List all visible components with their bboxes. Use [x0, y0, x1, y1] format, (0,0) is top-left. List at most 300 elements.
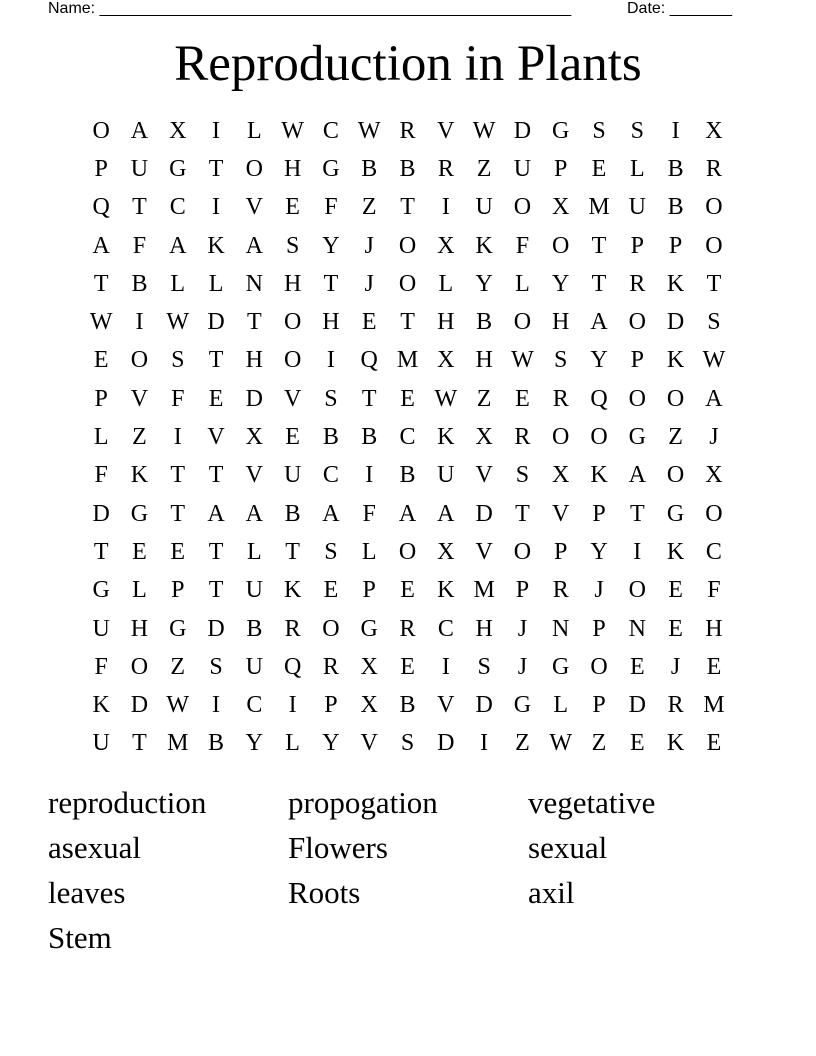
grid-letter[interactable]: C — [322, 117, 339, 144]
grid-letter[interactable]: E — [400, 385, 415, 412]
grid-letter[interactable]: X — [169, 117, 187, 144]
grid-letter[interactable]: X — [705, 462, 723, 489]
grid-letter[interactable]: O — [245, 155, 263, 182]
grid-letter[interactable]: U — [92, 730, 110, 757]
grid-letter[interactable]: M — [703, 692, 725, 719]
grid-letter[interactable]: K — [666, 270, 685, 297]
grid-letter[interactable]: I — [326, 347, 335, 374]
grid-letter[interactable]: D — [207, 615, 225, 642]
grid-letter[interactable]: V — [475, 462, 493, 489]
header-line — [48, 0, 740, 20]
grid-letter[interactable]: T — [208, 155, 224, 182]
grid-letter[interactable]: I — [441, 653, 450, 680]
name-field[interactable]: Name: _____________________________________________________ — [48, 0, 572, 17]
grid-letter[interactable]: B — [399, 692, 416, 719]
grid-letter[interactable]: D — [475, 692, 493, 719]
grid-letter[interactable]: B — [667, 155, 684, 182]
grid-letter[interactable]: Q — [590, 385, 608, 412]
grid-letter[interactable]: K — [207, 232, 225, 259]
grid-letter[interactable]: G — [169, 155, 187, 182]
grid-letter[interactable]: L — [132, 577, 147, 604]
grid-letter[interactable]: S — [171, 347, 185, 374]
grid-letter[interactable]: R — [437, 155, 454, 182]
grid-letter[interactable]: X — [475, 424, 493, 451]
grid-letter[interactable]: Y — [590, 347, 608, 374]
grid-letter[interactable]: L — [438, 270, 454, 297]
grid-letter[interactable]: T — [400, 194, 415, 221]
grid-letter[interactable]: B — [399, 462, 416, 489]
grid-letter[interactable]: Z — [476, 385, 492, 412]
grid-letter[interactable]: W — [89, 309, 113, 336]
grid-letter[interactable]: H — [283, 270, 302, 297]
grid-letter[interactable]: A — [92, 232, 110, 259]
word-bank-item: axil — [528, 875, 575, 910]
grid-letter[interactable]: T — [361, 385, 377, 412]
grid-letter[interactable]: K — [437, 577, 455, 604]
grid-letter[interactable]: L — [247, 117, 262, 144]
grid-letter[interactable]: A — [207, 500, 225, 527]
grid-letter[interactable]: T — [515, 500, 530, 527]
grid-letter[interactable]: R — [399, 615, 416, 642]
grid-letter[interactable]: O — [513, 194, 532, 221]
grid-letter[interactable]: E — [400, 653, 415, 680]
grid-letter[interactable]: D — [207, 309, 225, 336]
grid-letter[interactable]: F — [171, 385, 185, 412]
grid-letter[interactable]: D — [245, 385, 263, 412]
grid-letter[interactable]: E — [706, 730, 722, 757]
grid-letter[interactable]: T — [170, 500, 186, 527]
grid-letter[interactable]: I — [480, 730, 489, 757]
grid-letter[interactable]: C — [169, 194, 186, 221]
grid-letter[interactable]: H — [283, 155, 302, 182]
grid-letter[interactable]: T — [132, 194, 147, 221]
grid-letter[interactable]: B — [361, 424, 378, 451]
grid-letter[interactable]: A — [169, 232, 187, 259]
grid-letter[interactable]: X — [437, 232, 455, 259]
grid-letter[interactable]: P — [630, 347, 644, 374]
grid-letter[interactable]: I — [173, 424, 182, 451]
grid-letter[interactable]: O — [666, 385, 685, 412]
grid-letter[interactable]: O — [590, 653, 608, 680]
grid-letter[interactable]: E — [285, 424, 300, 451]
grid-letter[interactable]: T — [706, 270, 722, 297]
grid-letter[interactable]: B — [476, 309, 493, 336]
grid-letter[interactable]: V — [437, 117, 455, 144]
word-bank-item: leaves — [48, 875, 126, 910]
grid-letter[interactable]: A — [245, 500, 263, 527]
grid-letter[interactable]: P — [668, 232, 683, 259]
grid-letter[interactable]: Y — [245, 730, 263, 757]
grid-letter[interactable]: E — [706, 653, 722, 680]
grid-letter[interactable]: S — [515, 462, 530, 489]
grid-letter[interactable]: W — [166, 692, 190, 719]
word-bank-item: sexual — [528, 830, 608, 865]
grid-letter[interactable]: Z — [132, 424, 147, 451]
grid-letter[interactable]: V — [245, 194, 263, 221]
grid-letter[interactable]: A — [628, 462, 646, 489]
grid-letter[interactable]: P — [515, 577, 530, 604]
grid-letter[interactable]: T — [170, 462, 186, 489]
grid-letter[interactable]: T — [93, 270, 109, 297]
grid-letter[interactable]: O — [283, 309, 302, 336]
grid-letter[interactable]: B — [246, 615, 263, 642]
grid-letter[interactable]: J — [517, 615, 528, 642]
grid-letter[interactable]: F — [94, 462, 108, 489]
grid-letter[interactable]: W — [434, 385, 458, 412]
grid-letter[interactable]: E — [629, 730, 645, 757]
grid-letter[interactable]: Y — [322, 232, 340, 259]
grid-letter[interactable]: G — [322, 155, 340, 182]
grid-letter[interactable]: O — [130, 653, 149, 680]
grid-letter[interactable]: S — [324, 385, 338, 412]
grid-letter[interactable]: F — [515, 232, 530, 259]
grid-letter[interactable]: B — [361, 155, 378, 182]
grid-letter[interactable]: E — [170, 538, 186, 565]
grid-letter[interactable]: N — [552, 615, 570, 642]
grid-letter[interactable]: O — [628, 309, 646, 336]
grid-letter[interactable]: F — [94, 653, 108, 680]
grid-letter[interactable]: G — [552, 653, 570, 680]
grid-letter[interactable]: L — [629, 155, 645, 182]
grid-letter[interactable]: V — [360, 730, 378, 757]
grid-letter[interactable]: O — [705, 194, 723, 221]
grid-letter[interactable]: O — [552, 424, 570, 451]
grid-letter[interactable]: U — [92, 615, 110, 642]
grid-letter[interactable]: F — [707, 577, 721, 604]
grid-letter[interactable]: O — [552, 232, 570, 259]
grid-letter[interactable]: Q — [360, 347, 378, 374]
grid-letter[interactable]: E — [285, 194, 300, 221]
grid-letter[interactable]: F — [132, 232, 147, 259]
word-bank-item: Stem — [48, 920, 112, 955]
grid-letter[interactable]: T — [285, 538, 300, 565]
grid-letter[interactable]: I — [441, 194, 450, 221]
grid-letter[interactable]: S — [707, 309, 721, 336]
grid-letter[interactable]: X — [437, 538, 455, 565]
grid-letter[interactable]: O — [590, 424, 608, 451]
grid-letter[interactable]: A — [398, 500, 417, 527]
grid-letter[interactable]: T — [132, 730, 147, 757]
grid-letter[interactable]: U — [475, 194, 493, 221]
grid-letter[interactable]: W — [472, 117, 496, 144]
grid-letter[interactable]: H — [245, 347, 263, 374]
grid-letter[interactable]: P — [171, 577, 185, 604]
grid-letter[interactable]: J — [670, 653, 681, 680]
grid-letter[interactable]: E — [208, 385, 224, 412]
grid-letter[interactable]: C — [246, 692, 263, 719]
grid-letter[interactable]: H — [475, 347, 493, 374]
grid-letter[interactable]: U — [628, 194, 646, 221]
grid-letter[interactable]: S — [400, 730, 415, 757]
grid-letter[interactable]: T — [591, 270, 607, 297]
grid-letter[interactable]: U — [130, 155, 149, 182]
grid-letter[interactable]: X — [437, 347, 455, 374]
grid-letter[interactable]: B — [284, 500, 301, 527]
grid-letter[interactable]: X — [245, 424, 263, 451]
grid-letter[interactable]: O — [398, 270, 417, 297]
grid-letter[interactable]: I — [288, 692, 297, 719]
grid-letter[interactable]: X — [552, 462, 570, 489]
grid-letter[interactable]: O — [92, 117, 110, 144]
grid-letter[interactable]: E — [668, 577, 683, 604]
grid-letter[interactable]: A — [705, 385, 723, 412]
grid-letter[interactable]: W — [357, 117, 381, 144]
grid-letter[interactable]: U — [283, 462, 302, 489]
grid-letter[interactable]: V — [552, 500, 570, 527]
grid-letter[interactable]: E — [515, 385, 530, 412]
grid-letter[interactable]: Z — [170, 653, 186, 680]
grid-letter[interactable]: V — [283, 385, 302, 412]
grid-letter[interactable]: T — [208, 577, 224, 604]
grid-letter[interactable]: Y — [590, 538, 608, 565]
grid-letter[interactable]: R — [629, 270, 646, 297]
grid-letter[interactable]: K — [666, 347, 685, 374]
grid-letter[interactable]: T — [323, 270, 339, 297]
grid-letter[interactable]: T — [247, 309, 262, 336]
grid-letter[interactable]: G — [360, 615, 378, 642]
grid-letter[interactable]: O — [398, 538, 417, 565]
grid-letter[interactable]: H — [322, 309, 340, 336]
grid-letter[interactable]: V — [475, 538, 493, 565]
grid-letter[interactable]: X — [552, 194, 570, 221]
grid-letter[interactable]: O — [322, 615, 340, 642]
grid-letter[interactable]: R — [322, 653, 339, 680]
grid-letter[interactable]: M — [588, 194, 610, 221]
grid-letter[interactable]: T — [93, 538, 109, 565]
grid-letter[interactable]: W — [166, 309, 190, 336]
grid-letter[interactable]: Z — [361, 194, 377, 221]
grid-letter[interactable]: Z — [668, 424, 683, 451]
grid-letter[interactable]: S — [592, 117, 606, 144]
grid-letter[interactable]: K — [92, 692, 110, 719]
word-bank-item: propogation — [288, 785, 438, 820]
grid-letter[interactable]: R — [514, 424, 531, 451]
grid-letter[interactable]: I — [212, 117, 221, 144]
grid-letter[interactable]: S — [285, 232, 300, 259]
grid-letter[interactable]: L — [361, 538, 377, 565]
grid-letter[interactable]: K — [666, 730, 685, 757]
grid-letter[interactable]: P — [554, 155, 568, 182]
grid-letter[interactable]: U — [437, 462, 455, 489]
grid-letter[interactable]: S — [477, 653, 491, 680]
grid-letter[interactable]: C — [322, 462, 339, 489]
grid-letter[interactable]: X — [705, 117, 723, 144]
grid-letter[interactable]: B — [667, 194, 684, 221]
grid-letter[interactable]: E — [629, 653, 645, 680]
grid-letter[interactable]: P — [554, 538, 568, 565]
grid-letter[interactable]: I — [212, 692, 221, 719]
grid-letter[interactable]: Z — [476, 155, 492, 182]
grid-letter[interactable]: E — [361, 309, 377, 336]
grid-letter[interactable]: P — [592, 500, 606, 527]
grid-letter[interactable]: S — [554, 347, 568, 374]
grid-letter[interactable]: G — [552, 117, 570, 144]
grid-letter[interactable]: J — [594, 577, 604, 604]
grid-letter[interactable]: D — [666, 309, 685, 336]
grid-letter[interactable]: P — [592, 692, 606, 719]
grid-letter[interactable]: O — [398, 232, 417, 259]
grid-letter[interactable]: L — [553, 692, 569, 719]
grid-letter[interactable]: G — [666, 500, 685, 527]
grid-letter[interactable]: M — [396, 347, 419, 374]
word-bank-item: reproduction — [48, 785, 207, 820]
grid-letter[interactable]: S — [630, 117, 644, 144]
grid-letter[interactable]: L — [515, 270, 530, 297]
grid-letter[interactable]: O — [628, 577, 646, 604]
grid-letter[interactable]: P — [94, 155, 108, 182]
grid-letter[interactable]: L — [285, 730, 300, 757]
grid-letter[interactable]: A — [590, 309, 608, 336]
grid-letter[interactable]: C — [705, 538, 722, 565]
grid-letter[interactable]: B — [131, 270, 148, 297]
grid-letter[interactable]: V — [437, 692, 455, 719]
grid-letter[interactable]: H — [552, 309, 570, 336]
grid-letter[interactable]: U — [245, 653, 263, 680]
grid-letter[interactable]: A — [130, 117, 149, 144]
grid-letter[interactable]: O — [666, 462, 685, 489]
grid-letter[interactable]: O — [513, 309, 532, 336]
grid-letter[interactable]: O — [513, 538, 532, 565]
grid-letter[interactable]: A — [322, 500, 340, 527]
grid-letter[interactable]: K — [475, 232, 493, 259]
grid-letter[interactable]: X — [360, 692, 378, 719]
grid-letter[interactable]: G — [628, 424, 646, 451]
grid-letter[interactable]: R — [399, 117, 416, 144]
grid-letter[interactable]: I — [212, 194, 221, 221]
grid-letter[interactable]: Q — [283, 653, 302, 680]
date-field[interactable]: Date: _______ — [627, 0, 732, 17]
grid-letter[interactable]: D — [130, 692, 149, 719]
grid-letter[interactable]: T — [208, 347, 224, 374]
grid-letter[interactable]: R — [552, 385, 569, 412]
grid-letter[interactable]: L — [247, 538, 262, 565]
grid-letter[interactable]: L — [170, 270, 186, 297]
grid-letter[interactable]: T — [208, 462, 224, 489]
grid-letter[interactable]: E — [323, 577, 339, 604]
grid-letter[interactable]: F — [362, 500, 376, 527]
grid-letter[interactable]: R — [284, 615, 301, 642]
grid-letter[interactable]: D — [628, 692, 646, 719]
grid-letter[interactable]: X — [360, 653, 378, 680]
grid-letter[interactable]: E — [132, 538, 147, 565]
grid-letter[interactable]: D — [513, 117, 532, 144]
grid-letter[interactable]: Y — [552, 270, 570, 297]
grid-letter[interactable]: A — [437, 500, 455, 527]
grid-letter[interactable]: B — [208, 730, 225, 757]
grid-letter[interactable]: C — [437, 615, 454, 642]
grid-letter[interactable]: V — [245, 462, 263, 489]
grid-letter[interactable]: T — [400, 309, 415, 336]
grid-letter[interactable]: C — [399, 424, 416, 451]
grid-letter[interactable]: P — [324, 692, 338, 719]
grid-letter[interactable]: P — [630, 232, 644, 259]
grid-letter[interactable]: O — [705, 500, 723, 527]
grid-letter[interactable]: E — [400, 577, 415, 604]
grid-letter[interactable]: S — [324, 538, 338, 565]
grid-letter[interactable]: W — [702, 347, 726, 374]
grid-letter[interactable]: R — [705, 155, 722, 182]
grid-letter[interactable]: M — [473, 577, 495, 604]
grid-letter[interactable]: W — [281, 117, 304, 144]
grid-letter[interactable]: G — [130, 500, 149, 527]
letter-grid — [82, 112, 733, 763]
grid-letter[interactable]: Y — [322, 730, 340, 757]
grid-letter[interactable]: N — [628, 615, 646, 642]
grid-letter[interactable]: T — [208, 538, 224, 565]
grid-letter[interactable]: I — [633, 538, 642, 565]
grid-letter[interactable]: K — [437, 424, 455, 451]
grid-letter[interactable]: B — [322, 424, 339, 451]
grid-letter[interactable]: K — [130, 462, 149, 489]
grid-letter[interactable]: W — [511, 347, 534, 374]
grid-letter[interactable]: D — [92, 500, 110, 527]
grid-letter[interactable]: D — [475, 500, 493, 527]
grid-letter[interactable]: P — [362, 577, 376, 604]
grid-letter[interactable]: E — [668, 615, 683, 642]
grid-letter[interactable]: K — [283, 577, 302, 604]
grid-letter[interactable]: Z — [591, 730, 607, 757]
grid-letter[interactable]: G — [513, 692, 532, 719]
grid-letter[interactable]: V — [130, 385, 149, 412]
grid-letter[interactable]: E — [93, 347, 109, 374]
grid-letter[interactable]: O — [283, 347, 302, 374]
grid-letter[interactable]: E — [591, 155, 607, 182]
grid-letter[interactable]: T — [591, 232, 607, 259]
word-bank-item: asexual — [48, 830, 141, 865]
grid-letter[interactable]: M — [167, 730, 189, 757]
grid-letter[interactable]: G — [92, 577, 110, 604]
grid-letter[interactable]: I — [671, 117, 680, 144]
grid-letter[interactable]: R — [667, 692, 684, 719]
grid-letter[interactable]: H — [130, 615, 149, 642]
grid-letter[interactable]: Y — [475, 270, 493, 297]
grid-letter[interactable]: J — [709, 424, 719, 451]
grid-letter[interactable]: L — [208, 270, 224, 297]
grid-letter[interactable]: H — [437, 309, 455, 336]
grid-letter[interactable]: O — [705, 232, 723, 259]
grid-letter[interactable]: H — [475, 615, 493, 642]
grid-letter[interactable]: I — [135, 309, 144, 336]
grid-letter[interactable]: B — [399, 155, 416, 182]
grid-letter[interactable]: D — [437, 730, 455, 757]
grid-letter[interactable]: N — [245, 270, 263, 297]
grid-letter[interactable]: J — [364, 232, 374, 259]
grid-letter[interactable]: J — [364, 270, 374, 297]
grid-letter[interactable]: P — [94, 385, 108, 412]
grid-letter[interactable]: J — [517, 653, 528, 680]
grid-letter[interactable]: L — [93, 424, 109, 451]
grid-letter[interactable]: O — [130, 347, 149, 374]
grid-letter[interactable]: S — [209, 653, 223, 680]
grid-letter[interactable]: Q — [92, 194, 110, 221]
grid-letter[interactable]: O — [628, 385, 646, 412]
grid-letter[interactable]: Z — [515, 730, 530, 757]
grid-letter[interactable]: H — [705, 615, 723, 642]
grid-letter[interactable]: U — [513, 155, 532, 182]
grid-letter[interactable]: V — [207, 424, 225, 451]
grid-letter[interactable]: I — [365, 462, 374, 489]
grid-letter[interactable]: W — [549, 730, 573, 757]
grid-letter[interactable]: F — [324, 194, 338, 221]
grid-letter[interactable]: K — [666, 538, 685, 565]
grid-letter[interactable]: R — [552, 577, 569, 604]
grid-letter[interactable]: U — [245, 577, 263, 604]
grid-letter[interactable]: T — [629, 500, 645, 527]
grid-letter[interactable]: K — [590, 462, 608, 489]
grid-letter[interactable]: A — [245, 232, 263, 259]
grid-letter[interactable]: G — [169, 615, 187, 642]
grid-letter[interactable]: P — [592, 615, 606, 642]
